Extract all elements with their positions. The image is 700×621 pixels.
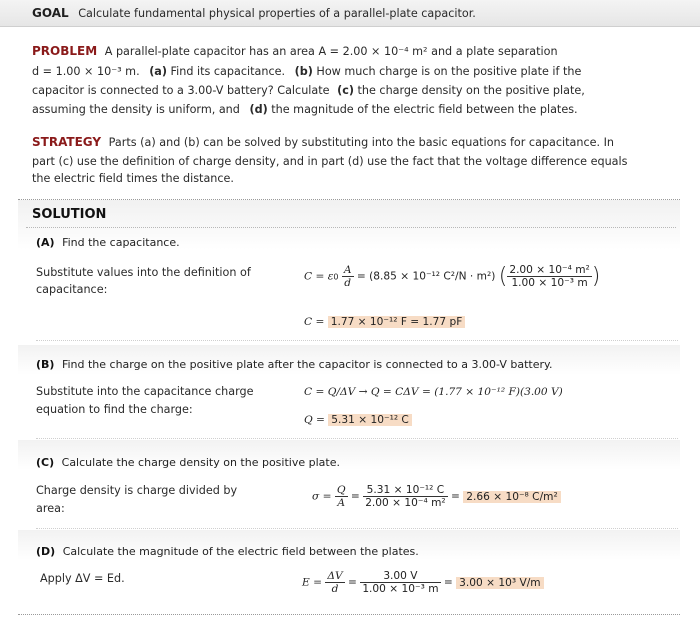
strategy-label: STRATEGY (32, 135, 102, 149)
part-c-desc-2: area: (36, 502, 65, 515)
part-a-eq-ratio: $\frac{\text{2.00 × 10⁻⁴ m²}}{\text{1.00 × 10⁻³ m}}$ (509, 264, 590, 290)
part-b-result (304, 414, 412, 426)
part-b-res-lhs: Q = (304, 414, 329, 426)
part-d-frac-1: $\frac{\Delta V}{d}$ (327, 570, 343, 596)
part-d-frac-2: $\frac{3.00 V}{\text{1.00 × 10⁻³ m}}$ (362, 570, 439, 596)
problem-text-4c: the magnitude of the electric field between the plates. (271, 103, 578, 116)
part-a-result (304, 316, 465, 328)
solution-top-rule (18, 199, 680, 200)
part-a-desc-2: capacitance: (36, 283, 108, 296)
problem-text-4a: assuming the density is uniform, and (32, 103, 240, 116)
problem-text-3a: capacitor is connected to a 3.00-V battery? Calculate (32, 84, 330, 97)
problem-part-d: (d) (249, 103, 268, 116)
part-a-equation: C = ε0 $\frac{A}{d}$ = (8.85 × 10⁻¹² C²/N · m²) ( $\frac{\text{2.00 × 10⁻⁴ m²}}{\text{1.00 × 10⁻³ m}}$ ) (304, 264, 601, 290)
part-b-tag: (B) (36, 358, 55, 371)
part-d-heading-text: Calculate the magnitude of the electric field between the plates. (62, 545, 419, 558)
problem-part-a: (a) (149, 65, 167, 78)
part-a-eq-mid: = (8.85 × 10⁻¹² C²/N · m²) (356, 270, 496, 283)
part-a-eq-frac: $\frac{A}{d}$ (343, 264, 352, 290)
part-b-desc-2: equation to find the charge: (36, 403, 193, 416)
part-a-eq-lhs: C = ε (304, 270, 334, 283)
solution-title: SOLUTION (32, 207, 107, 222)
problem-text-2c: Find its capacitance. (170, 65, 286, 78)
strategy-line-1 (32, 135, 614, 149)
part-c-heading (36, 456, 340, 469)
goal-text: Calculate fundamental physical properties of a parallel-plate capacitor. (78, 7, 476, 20)
part-a-res-value: 1.77 × 10⁻¹² F = 1.77 pF (328, 316, 466, 328)
goal-line (32, 6, 476, 20)
part-b-heading (36, 358, 552, 371)
part-c-res-value: 2.66 × 10⁻⁸ C/m² (463, 491, 560, 503)
part-c-lhs: σ = (312, 490, 332, 503)
goal-label: GOAL (32, 6, 69, 20)
part-c-heading-text: Calculate the charge density on the positive plate. (61, 456, 340, 469)
problem-text-2a: d = 1.00 × 10⁻³ m. (32, 65, 140, 78)
part-d-heading (36, 545, 419, 558)
problem-line-4 (32, 103, 578, 116)
part-d-tag: (D) (36, 545, 56, 558)
problem-part-b: (b) (294, 65, 313, 78)
problem-text-2e: How much charge is on the positive plate if the (316, 65, 582, 78)
strategy-line-2: part (c) use the definition of charge density, and in part (d) use the fact that the voltage difference equals (32, 155, 628, 168)
part-b-equation: C = Q/ΔV → Q = CΔV = (1.77 × 10⁻¹² F)(3.00 V) (304, 386, 563, 398)
part-a-rule (36, 340, 678, 341)
part-d-res-value: 3.00 × 10³ V/m (456, 577, 543, 589)
strategy-text-1: Parts (a) and (b) can be solved by substituting into the basic equations for capacitance. In (108, 136, 615, 149)
part-a-res-lhs: C = (304, 316, 328, 328)
part-b-desc-1: Substitute into the capacitance charge (36, 385, 254, 398)
part-c-desc-1: Charge density is charge divided by (36, 484, 238, 497)
problem-line-3 (32, 84, 585, 97)
part-a-desc-1: Substitute values into the definition of (36, 266, 251, 279)
problem-part-c: (c) (337, 84, 354, 97)
solution-title-rule (26, 227, 676, 228)
part-c-frac-1: $\frac{Q}{A}$ (336, 484, 346, 510)
part-c-frac-2: $\frac{\text{5.31 × 10⁻¹² C}}{\text{2.00 × 10⁻⁴ m²}}$ (365, 484, 446, 510)
part-a-tag: (A) (36, 236, 55, 249)
part-d-equation: E = $\frac{\Delta V}{d}$ = $\frac{3.00 V}{\text{1.00 × 10⁻³ m}}$ = 3.00 × 10³ V/m (302, 570, 544, 595)
part-c-equation: σ = $\frac{Q}{A}$ = $\frac{\text{5.31 × 10⁻¹² C}}{\text{2.00 × 10⁻⁴ m²}}$ = 2.66 × 10⁻⁸ C/m² (312, 484, 561, 509)
part-d-desc-1: Apply ΔV = Ed. (40, 572, 125, 585)
problem-line-2 (32, 65, 581, 78)
problem-label: PROBLEM (32, 44, 98, 58)
part-b-rule (36, 438, 678, 439)
part-b-heading-text: Find the charge on the positive plate after the capacitor is connected to a 3.00-V battery. (61, 358, 553, 371)
part-d-lhs: E = (302, 576, 322, 589)
part-a-heading (36, 236, 180, 249)
problem-text-3c: the charge density on the positive plate, (357, 84, 585, 97)
problem-text-1: A parallel-plate capacitor has an area A = 2.00 × 10⁻⁴ m² and a plate separation (104, 45, 558, 58)
part-a-heading-text: Find the capacitance. (62, 236, 180, 249)
problem-line-1 (32, 44, 558, 58)
part-c-tag: (C) (36, 456, 55, 469)
part-b-res-value: 5.31 × 10⁻¹² C (328, 414, 412, 426)
strategy-line-3: the electric field times the distance. (32, 172, 234, 185)
part-c-rule (36, 528, 678, 529)
solution-bottom-rule (18, 614, 680, 615)
